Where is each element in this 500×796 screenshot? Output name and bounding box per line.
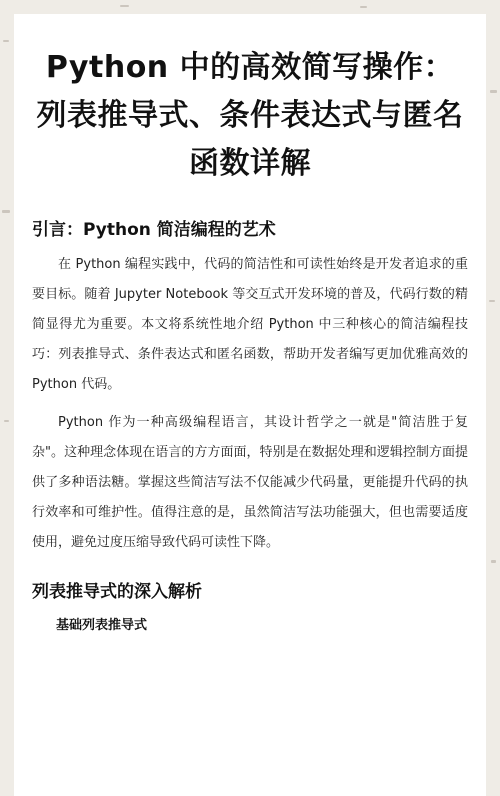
section-heading-list-comprehension: 列表推导式的深入解析	[32, 582, 202, 602]
background-speck	[360, 6, 367, 8]
background-speck	[489, 300, 495, 302]
document-title: Python 中的高效简写操作：列表推导式、条件表达式与匿名函数详解	[36, 50, 464, 181]
background-speck	[490, 90, 497, 93]
subheading-basic-list-comprehension: 基础列表推导式	[56, 618, 148, 633]
section-heading-intro: 引言：Python 简洁编程的艺术	[32, 220, 276, 240]
document-page	[14, 14, 486, 796]
background-speck	[3, 40, 9, 42]
intro-paragraph-1: 在 Python 编程实践中，代码的简洁性和可读性始终是开发者追求的重要目标。随着 Jupyter Notebook 等交互式开发环境的普及，代码行数的精简显得尤为重要。本文将系统性地介绍 Python 中三种核心的简洁编程技巧：列表推导式、条件表达式和匿名函数，帮助开发者编写更加优雅高效的 Python 代码。	[32, 257, 468, 392]
background-speck	[2, 210, 10, 213]
background-speck	[491, 560, 496, 563]
background-speck	[4, 420, 9, 422]
intro-paragraph-2: Python 作为一种高级编程语言，其设计哲学之一就是"简洁胜于复杂"。这种理念体现在语言的方方面面，特别是在数据处理和逻辑控制方面提供了多种语法糖。掌握这些简洁写法不仅能减少代码量，更能提升代码的执行效率和可维护性。值得注意的是，虽然简洁写法功能强大，但也需要适度使用，避免过度压缩导致代码可读性下降。	[32, 415, 468, 550]
background-speck	[120, 5, 129, 7]
